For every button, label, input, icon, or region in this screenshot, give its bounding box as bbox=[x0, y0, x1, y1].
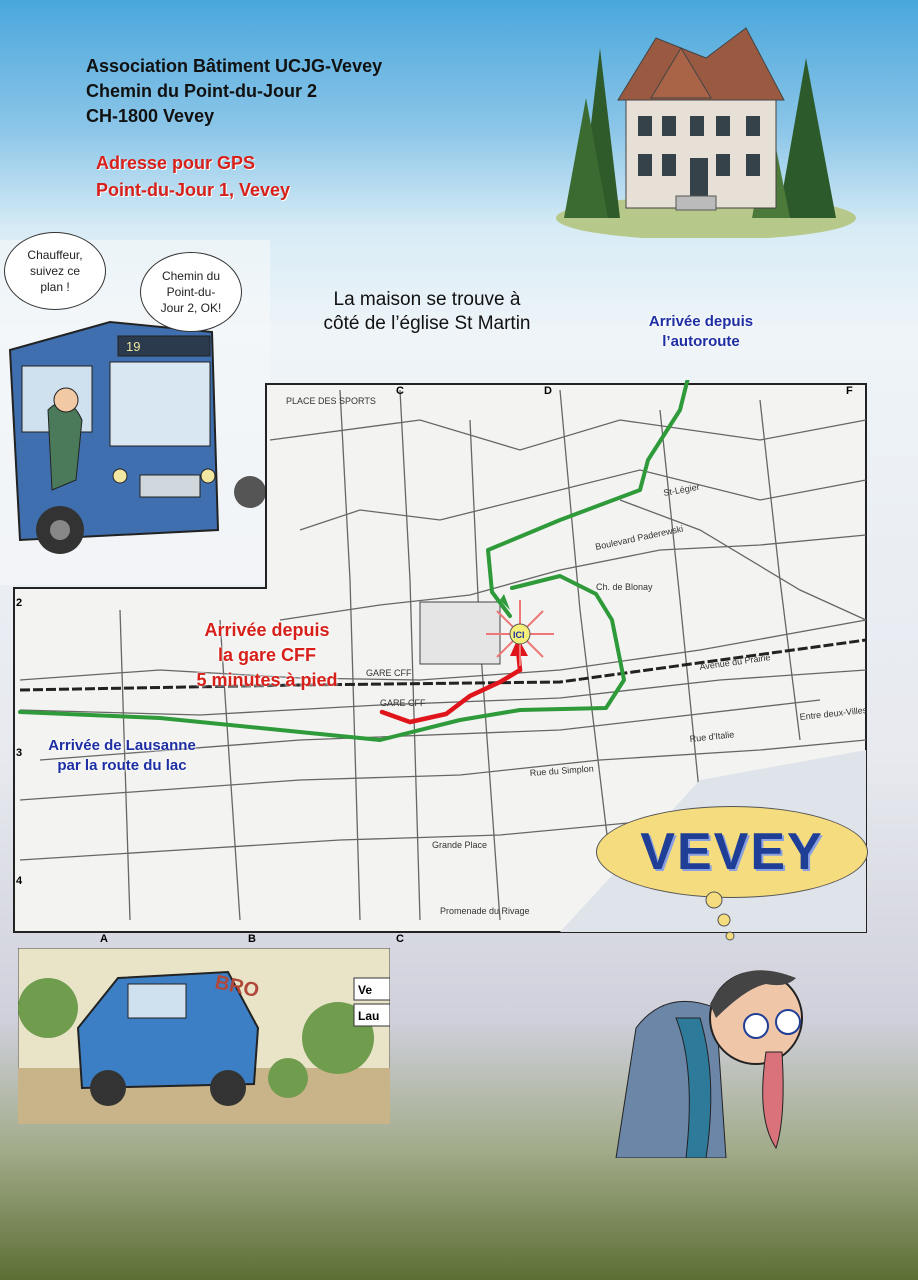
speech-bubble-driver-reply bbox=[140, 252, 242, 332]
route-label-line: l’autoroute bbox=[662, 333, 740, 350]
street-label: Entre deux-Villes bbox=[799, 704, 868, 722]
route-label-line: la gare CFF bbox=[217, 645, 317, 665]
address-line: Chemin du Point-du-Jour 2 bbox=[86, 81, 317, 101]
grid-col-label: B bbox=[248, 933, 256, 945]
marker-label: ICI bbox=[513, 630, 525, 640]
grid-row-label: 2 bbox=[16, 597, 23, 609]
grid-col-label: C bbox=[396, 933, 404, 945]
gps-block bbox=[96, 150, 290, 204]
house-illustration bbox=[556, 8, 856, 238]
autoroute-label bbox=[626, 312, 776, 352]
street-label: Promenade du Rivage bbox=[440, 906, 530, 916]
grid-row-label: 3 bbox=[16, 747, 23, 759]
bubble-line: plan ! bbox=[40, 280, 70, 294]
sound-effect: BRO bbox=[212, 971, 262, 1003]
lausanne-label bbox=[22, 736, 222, 776]
gps-title: Adresse pour GPS bbox=[96, 153, 256, 173]
bubble-line: Jour 2, OK! bbox=[160, 301, 222, 315]
grid-col-label: D bbox=[544, 385, 552, 397]
bubble-line: Chauffeur, bbox=[27, 248, 83, 262]
street-label: Rue du Simplon bbox=[529, 763, 595, 778]
location-note bbox=[282, 288, 572, 336]
thought-text: VEVEY bbox=[640, 823, 824, 881]
confused-person-illustration bbox=[606, 948, 812, 1158]
street-label: Avenue du Prairie bbox=[698, 652, 771, 672]
route-label-line: Arrivée depuis bbox=[204, 620, 330, 640]
street-label: Boulevard Paderewski bbox=[594, 523, 685, 552]
thought-bubble bbox=[596, 806, 868, 898]
road-sign-text: Ve bbox=[358, 983, 373, 997]
speech-bubble-driver-request bbox=[4, 232, 106, 310]
route-label-line: Arrivée de Lausanne bbox=[48, 737, 196, 754]
note-line: La maison se trouve à bbox=[333, 289, 521, 310]
street-label: Grande Place bbox=[432, 840, 488, 850]
van-illustration bbox=[18, 948, 390, 1124]
grid-col-label: C bbox=[396, 385, 404, 397]
street-label: Ch. de Blonay bbox=[596, 582, 653, 592]
address-line: Association Bâtiment UCJG-Vevey bbox=[86, 56, 383, 76]
address-block bbox=[86, 54, 382, 129]
gps-value: Point-du-Jour 1, Vevey bbox=[96, 180, 291, 200]
route-label-line: Arrivée depuis bbox=[648, 313, 754, 330]
route-label-line: 5 minutes à pied bbox=[196, 670, 338, 690]
street-label: GARE CFF bbox=[366, 668, 412, 678]
route-label-line: par la route du lac bbox=[57, 757, 187, 774]
street-label: GARE CFF bbox=[380, 698, 426, 708]
bus-route-number: 19 bbox=[126, 339, 141, 354]
note-line: côté de l’église St Martin bbox=[323, 313, 531, 334]
thought-dots bbox=[700, 890, 760, 950]
gare-label bbox=[172, 618, 362, 693]
grid-col-label: F bbox=[846, 385, 853, 397]
street-label: St-Légier bbox=[662, 481, 701, 498]
bubble-line: Chemin du bbox=[161, 269, 220, 283]
street-label: Rue d'Italie bbox=[689, 729, 735, 744]
road-sign-text: Lau bbox=[358, 1009, 380, 1023]
address-line: CH-1800 Vevey bbox=[86, 106, 215, 126]
grid-row-label: 4 bbox=[16, 875, 23, 887]
street-label: PLACE DES SPORTS bbox=[286, 396, 376, 406]
bubble-line: Point-du- bbox=[166, 285, 216, 299]
bubble-line: suivez ce bbox=[29, 264, 81, 278]
grid-col-label: A bbox=[100, 933, 108, 945]
